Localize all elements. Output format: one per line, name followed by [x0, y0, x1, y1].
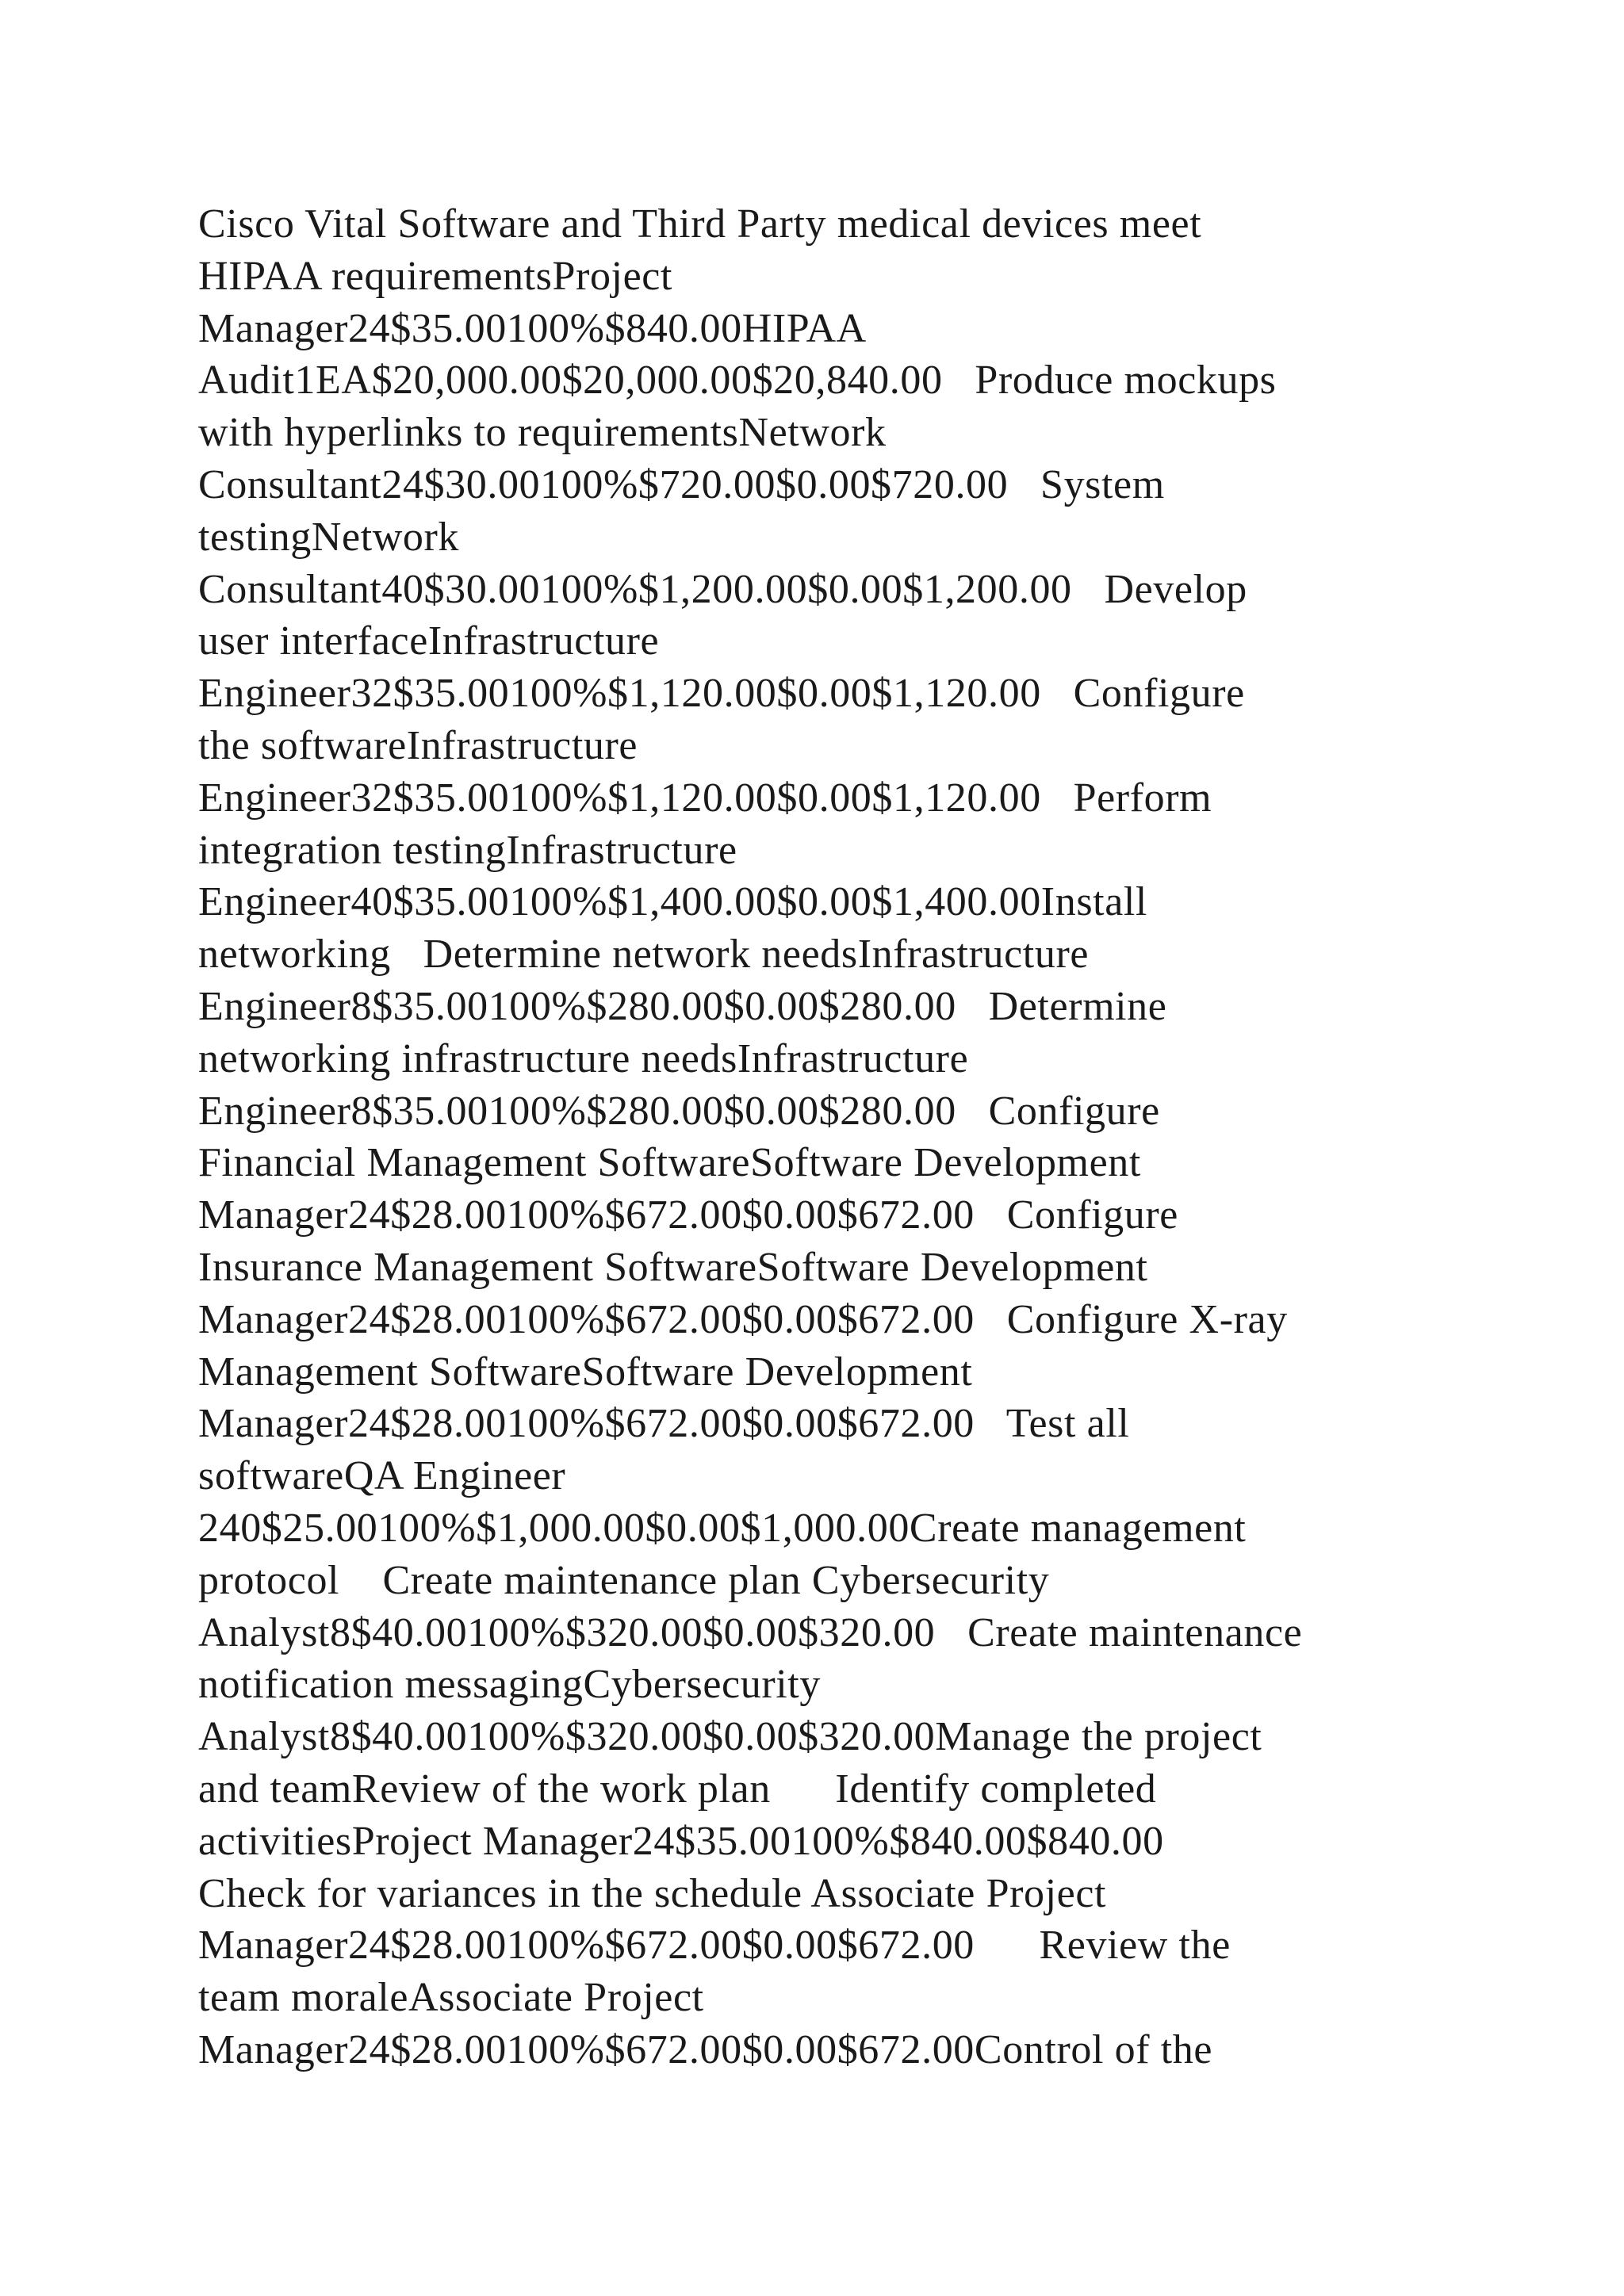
text-line: Financial Management SoftwareSoftware Development [198, 1140, 1141, 1186]
text-line: Check for variances in the schedule Associate Project [198, 1870, 1107, 1916]
text-line: with hyperlinks to requirementsNetwork [198, 410, 887, 456]
document-body [198, 198, 1467, 2076]
text-line: integration testingInfrastructure [198, 827, 737, 873]
text-line: Engineer32$35.00100%$1,120.00$0.00$1,120.00 Perform [198, 775, 1212, 821]
text-line: Manager24$28.00100%$672.00$0.00$672.00 Review the [198, 1923, 1231, 1969]
text-line: Manager24$28.00100%$672.00$0.00$672.00 Configure [198, 1192, 1178, 1238]
text-line: Cisco Vital Software and Third Party medical devices meet [198, 201, 1202, 247]
text-line: notification messagingCybersecurity [198, 1662, 821, 1708]
text-line: Engineer8$35.00100%$280.00$0.00$280.00 Configure [198, 1088, 1160, 1134]
text-line: networking Determine network needsInfrastructure [198, 932, 1090, 978]
text-line: the softwareInfrastructure [198, 722, 638, 768]
text-line: user interfaceInfrastructure [198, 618, 660, 664]
text-line: Manager24$35.00100%$840.00HIPAA [198, 305, 867, 351]
text-line: Engineer40$35.00100%$1,400.00$0.00$1,400.00Install [198, 879, 1147, 925]
text-line: networking infrastructure needsInfrastructure [198, 1035, 969, 1081]
text-line: Manager24$28.00100%$672.00$0.00$672.00 Configure X-ray [198, 1296, 1288, 1342]
text-line: 240$25.00100%$1,000.00$0.00$1,000.00Create management [198, 1505, 1247, 1551]
text-line: protocol Create maintenance plan Cybersecurity [198, 1557, 1050, 1603]
text-line: testingNetwork [198, 514, 460, 560]
text-line: Consultant40$30.00100%$1,200.00$0.00$1,200.00 Develop [198, 566, 1247, 612]
text-line: Engineer32$35.00100%$1,120.00$0.00$1,120.00 Configure [198, 671, 1245, 717]
text-line: Management SoftwareSoftware Development [198, 1349, 973, 1395]
text-line: Consultant24$30.00100%$720.00$0.00$720.00 System [198, 461, 1165, 507]
text-line: Audit1EA$20,000.00$20,000.00$20,840.00 Produce mockups [198, 358, 1277, 404]
text-line: Analyst8$40.00100%$320.00$0.00$320.00Manage the project [198, 1714, 1262, 1760]
text-line: Engineer8$35.00100%$280.00$0.00$280.00 Determine [198, 983, 1167, 1029]
text-line: Manager24$28.00100%$672.00$0.00$672.00Control of the [198, 2026, 1213, 2072]
text-line: team moraleAssociate Project [198, 1975, 704, 2021]
text-line: activitiesProject Manager24$35.00100%$840.00$840.00 [198, 1818, 1164, 1864]
text-line: and teamReview of the work plan Identify completed [198, 1766, 1157, 1812]
text-line: HIPAA requirementsProject [198, 253, 672, 299]
text-line: Insurance Management SoftwareSoftware Development [198, 1244, 1148, 1290]
text-line: Analyst8$40.00100%$320.00$0.00$320.00 Create maintenance [198, 1609, 1303, 1655]
text-line: Manager24$28.00100%$672.00$0.00$672.00 Test all [198, 1401, 1130, 1447]
text-line: softwareQA Engineer [198, 1453, 566, 1499]
